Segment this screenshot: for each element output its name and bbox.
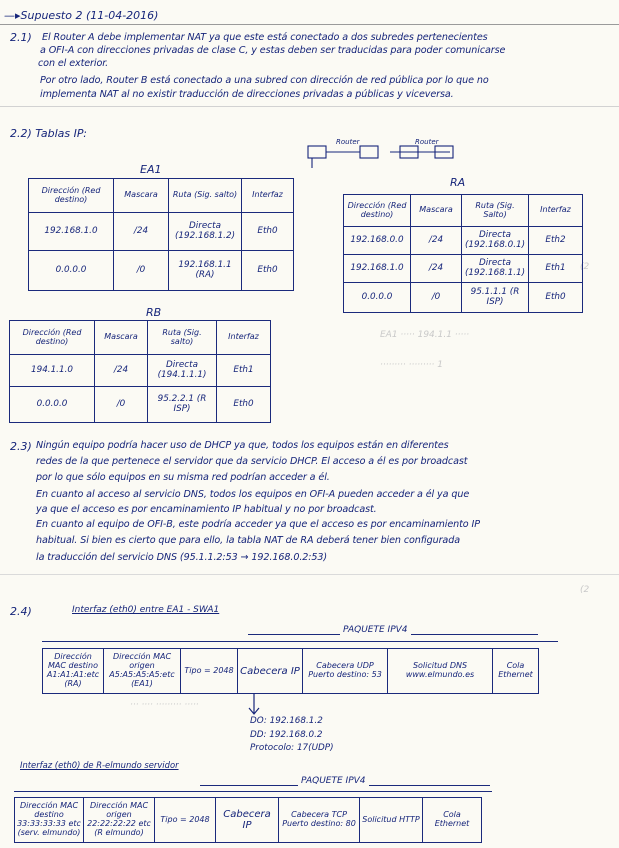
col-header: Ruta (Sig. salto) <box>169 179 242 213</box>
s23-line: En cuanto al acceso al servicio DNS, todos los equipos en OFI-A pueden acceder a él ya que <box>36 489 470 500</box>
col-header: Dirección (Red destino) <box>29 179 114 213</box>
cell: /24 <box>95 355 148 387</box>
s23-line: ya que el acceso es por encaminamiento IP habitual y no por broadcast. <box>36 504 377 515</box>
frame-field: Cabecera IP <box>216 798 279 842</box>
frame-field: Cabecera IP <box>238 649 303 693</box>
frame-field: Cabecera UDP Puerto destino: 53 <box>303 649 388 693</box>
table-row <box>29 213 294 251</box>
frame-field: Solicitud HTTP <box>360 798 423 842</box>
col-header: Mascara <box>95 321 148 355</box>
ip-detail: DD: 192.168.0.2 <box>250 730 323 740</box>
cell: /24 <box>114 213 169 251</box>
frame-field: Dirección MAC origen A5:A5:A5:A5:etc (EA1) <box>104 649 181 693</box>
frame1-title: Interfaz (eth0) entre EA1 - SWA1 <box>72 605 220 615</box>
cell: 194.1.1.0 <box>10 355 95 387</box>
table-rb-title: RB <box>146 306 162 319</box>
diagram-label-left: Router <box>336 138 360 146</box>
arrow-down-icon <box>247 693 261 717</box>
table-row <box>344 227 583 255</box>
table-row <box>344 255 583 283</box>
bleed-through: ··· ···· ········· ····· <box>130 700 199 710</box>
frame2-depth-edge <box>14 791 492 792</box>
ethernet-frame-2 <box>14 797 482 843</box>
frame2-packet-label: PAQUETE IPV4 <box>298 776 369 786</box>
s21-line: a OFI-A con direcciones privadas de clase C, y estas deben ser traducidas para poder comunicarse <box>40 45 506 56</box>
s21-line: El Router A debe implementar NAT ya que este está conectado a dos subredes pertenecientes <box>42 32 488 43</box>
rule <box>0 106 619 107</box>
s21-line: implementa NAT al no existir traducción de direcciones privadas a públicas y viceversa. <box>40 89 454 100</box>
bleed-through: (2 <box>580 585 590 595</box>
bleed-through: ········· ········· 1 <box>380 360 443 370</box>
ip-detail: DO: 192.168.1.2 <box>250 716 323 726</box>
frame-field: Cabecera TCP Puerto destino: 80 <box>279 798 360 842</box>
cell: /24 <box>411 255 462 283</box>
ip-detail: Protocolo: 17(UDP) <box>250 743 334 753</box>
cell: Eth0 <box>242 251 294 291</box>
cell: Eth2 <box>529 227 583 255</box>
routing-table-rb <box>9 320 271 423</box>
col-header: Interfaz <box>529 195 583 227</box>
routing-table-ea1 <box>28 178 294 291</box>
s23-line: habitual. Si bien es cierto que para ello, la tabla NAT de RA deberá tener bien configurada <box>36 535 460 546</box>
col-header: Mascara <box>411 195 462 227</box>
cell: /24 <box>411 227 462 255</box>
table-row <box>29 251 294 291</box>
cell: 192.168.1.1 (RA) <box>169 251 242 291</box>
cell: Eth1 <box>529 255 583 283</box>
section-2-2-title: 2.2) Tablas IP: <box>10 127 87 140</box>
col-header: Dirección (Red destino) <box>344 195 411 227</box>
cell: 0.0.0.0 <box>10 387 95 423</box>
bleed-through: (2 <box>580 262 590 272</box>
col-header: Ruta (Sig. salto) <box>148 321 217 355</box>
cell: /0 <box>114 251 169 291</box>
cell: Eth0 <box>242 213 294 251</box>
table-row <box>10 387 271 423</box>
table-ea1-title: EA1 <box>140 163 162 176</box>
frame-field: Cola Ethernet <box>434 810 470 828</box>
frame-field: Dirección MAC destino 33:33:33:33 etc (serv. elmundo) <box>15 798 84 842</box>
section-2-4-number: 2.4) <box>10 605 32 618</box>
frame2-title: Interfaz (eth0) de R-elmundo servidor <box>20 760 179 770</box>
cell: /0 <box>95 387 148 423</box>
diagram-label-right: Router <box>415 138 439 146</box>
col-header: Dirección (Red destino) <box>10 321 95 355</box>
cell: Directa (194.1.1.1) <box>148 355 217 387</box>
table-ra-title: RA <box>450 176 466 189</box>
cell: 192.168.0.0 <box>344 227 411 255</box>
frame-field: Solicitud DNS www.elmundo.es <box>388 649 493 693</box>
cell: Directa (192.168.1.1) <box>462 255 529 283</box>
frame1-depth-edge <box>42 641 558 642</box>
frame-field: Dirección MAC destino A1:A1:A1:etc (RA) <box>43 649 104 693</box>
cell: 192.168.1.0 <box>344 255 411 283</box>
cell: /0 <box>411 283 462 313</box>
cell: 95.2.2.1 (R ISP) <box>148 387 217 423</box>
s23-line: Ningún equipo podría hacer uso de DHCP ya que, todos los equipos están en diferentes <box>36 440 449 451</box>
frame-field: Dirección MAC origen 22:22:22:22 etc (R elmundo) <box>84 798 155 842</box>
cell: Eth0 <box>217 387 271 423</box>
bleed-through: EA1 ····· 194.1.1 ····· <box>380 330 470 340</box>
exercise-title: —▸Supuesto 2 (11-04-2016) <box>4 9 159 22</box>
s23-line: la traducción del servicio DNS (95.1.1.2:53 → 192.168.0.2:53) <box>36 552 328 563</box>
ethernet-frame-1 <box>42 648 539 694</box>
frame1-packet-label: PAQUETE IPV4 <box>340 625 411 635</box>
network-mini-diagram <box>300 136 470 176</box>
col-header: Interfaz <box>217 321 271 355</box>
col-header: Ruta (Sig. Salto) <box>462 195 529 227</box>
table-row <box>344 283 583 313</box>
frame-field: Cola Ethernet <box>498 661 533 679</box>
frame-field: Tipo = 2048 <box>181 649 238 693</box>
s23-line: En cuanto al equipo de OFI-B, este podría acceder ya que el acceso es por encaminamiento IP <box>36 519 480 530</box>
s21-line: con el exterior. <box>38 58 109 69</box>
section-2-3-number: 2.3) <box>10 440 32 453</box>
cell: Directa (192.168.1.2) <box>169 213 242 251</box>
col-header: Mascara <box>114 179 169 213</box>
cell: Eth0 <box>529 283 583 313</box>
rule <box>0 574 619 575</box>
frame-field: Tipo = 2048 <box>155 798 216 842</box>
section-2-1-number: 2.1) <box>10 31 32 44</box>
cell: Eth1 <box>217 355 271 387</box>
s23-line: redes de la que pertenece el servidor que da servicio DHCP. El acceso a él es por broadcast <box>36 456 468 467</box>
header-rule <box>0 24 619 25</box>
table-row <box>10 355 271 387</box>
cell: 0.0.0.0 <box>344 283 411 313</box>
cell: Directa (192.168.0.1) <box>462 227 529 255</box>
cell: 0.0.0.0 <box>29 251 114 291</box>
s21-line: Por otro lado, Router B está conectado a una subred con dirección de red pública por lo que no <box>40 75 489 86</box>
routing-table-ra <box>343 194 583 313</box>
s23-line: por lo que sólo equipos en su misma red podrían acceder a él. <box>36 472 330 483</box>
cell: 95.1.1.1 (R ISP) <box>462 283 529 313</box>
col-header: Interfaz <box>242 179 294 213</box>
cell: 192.168.1.0 <box>29 213 114 251</box>
